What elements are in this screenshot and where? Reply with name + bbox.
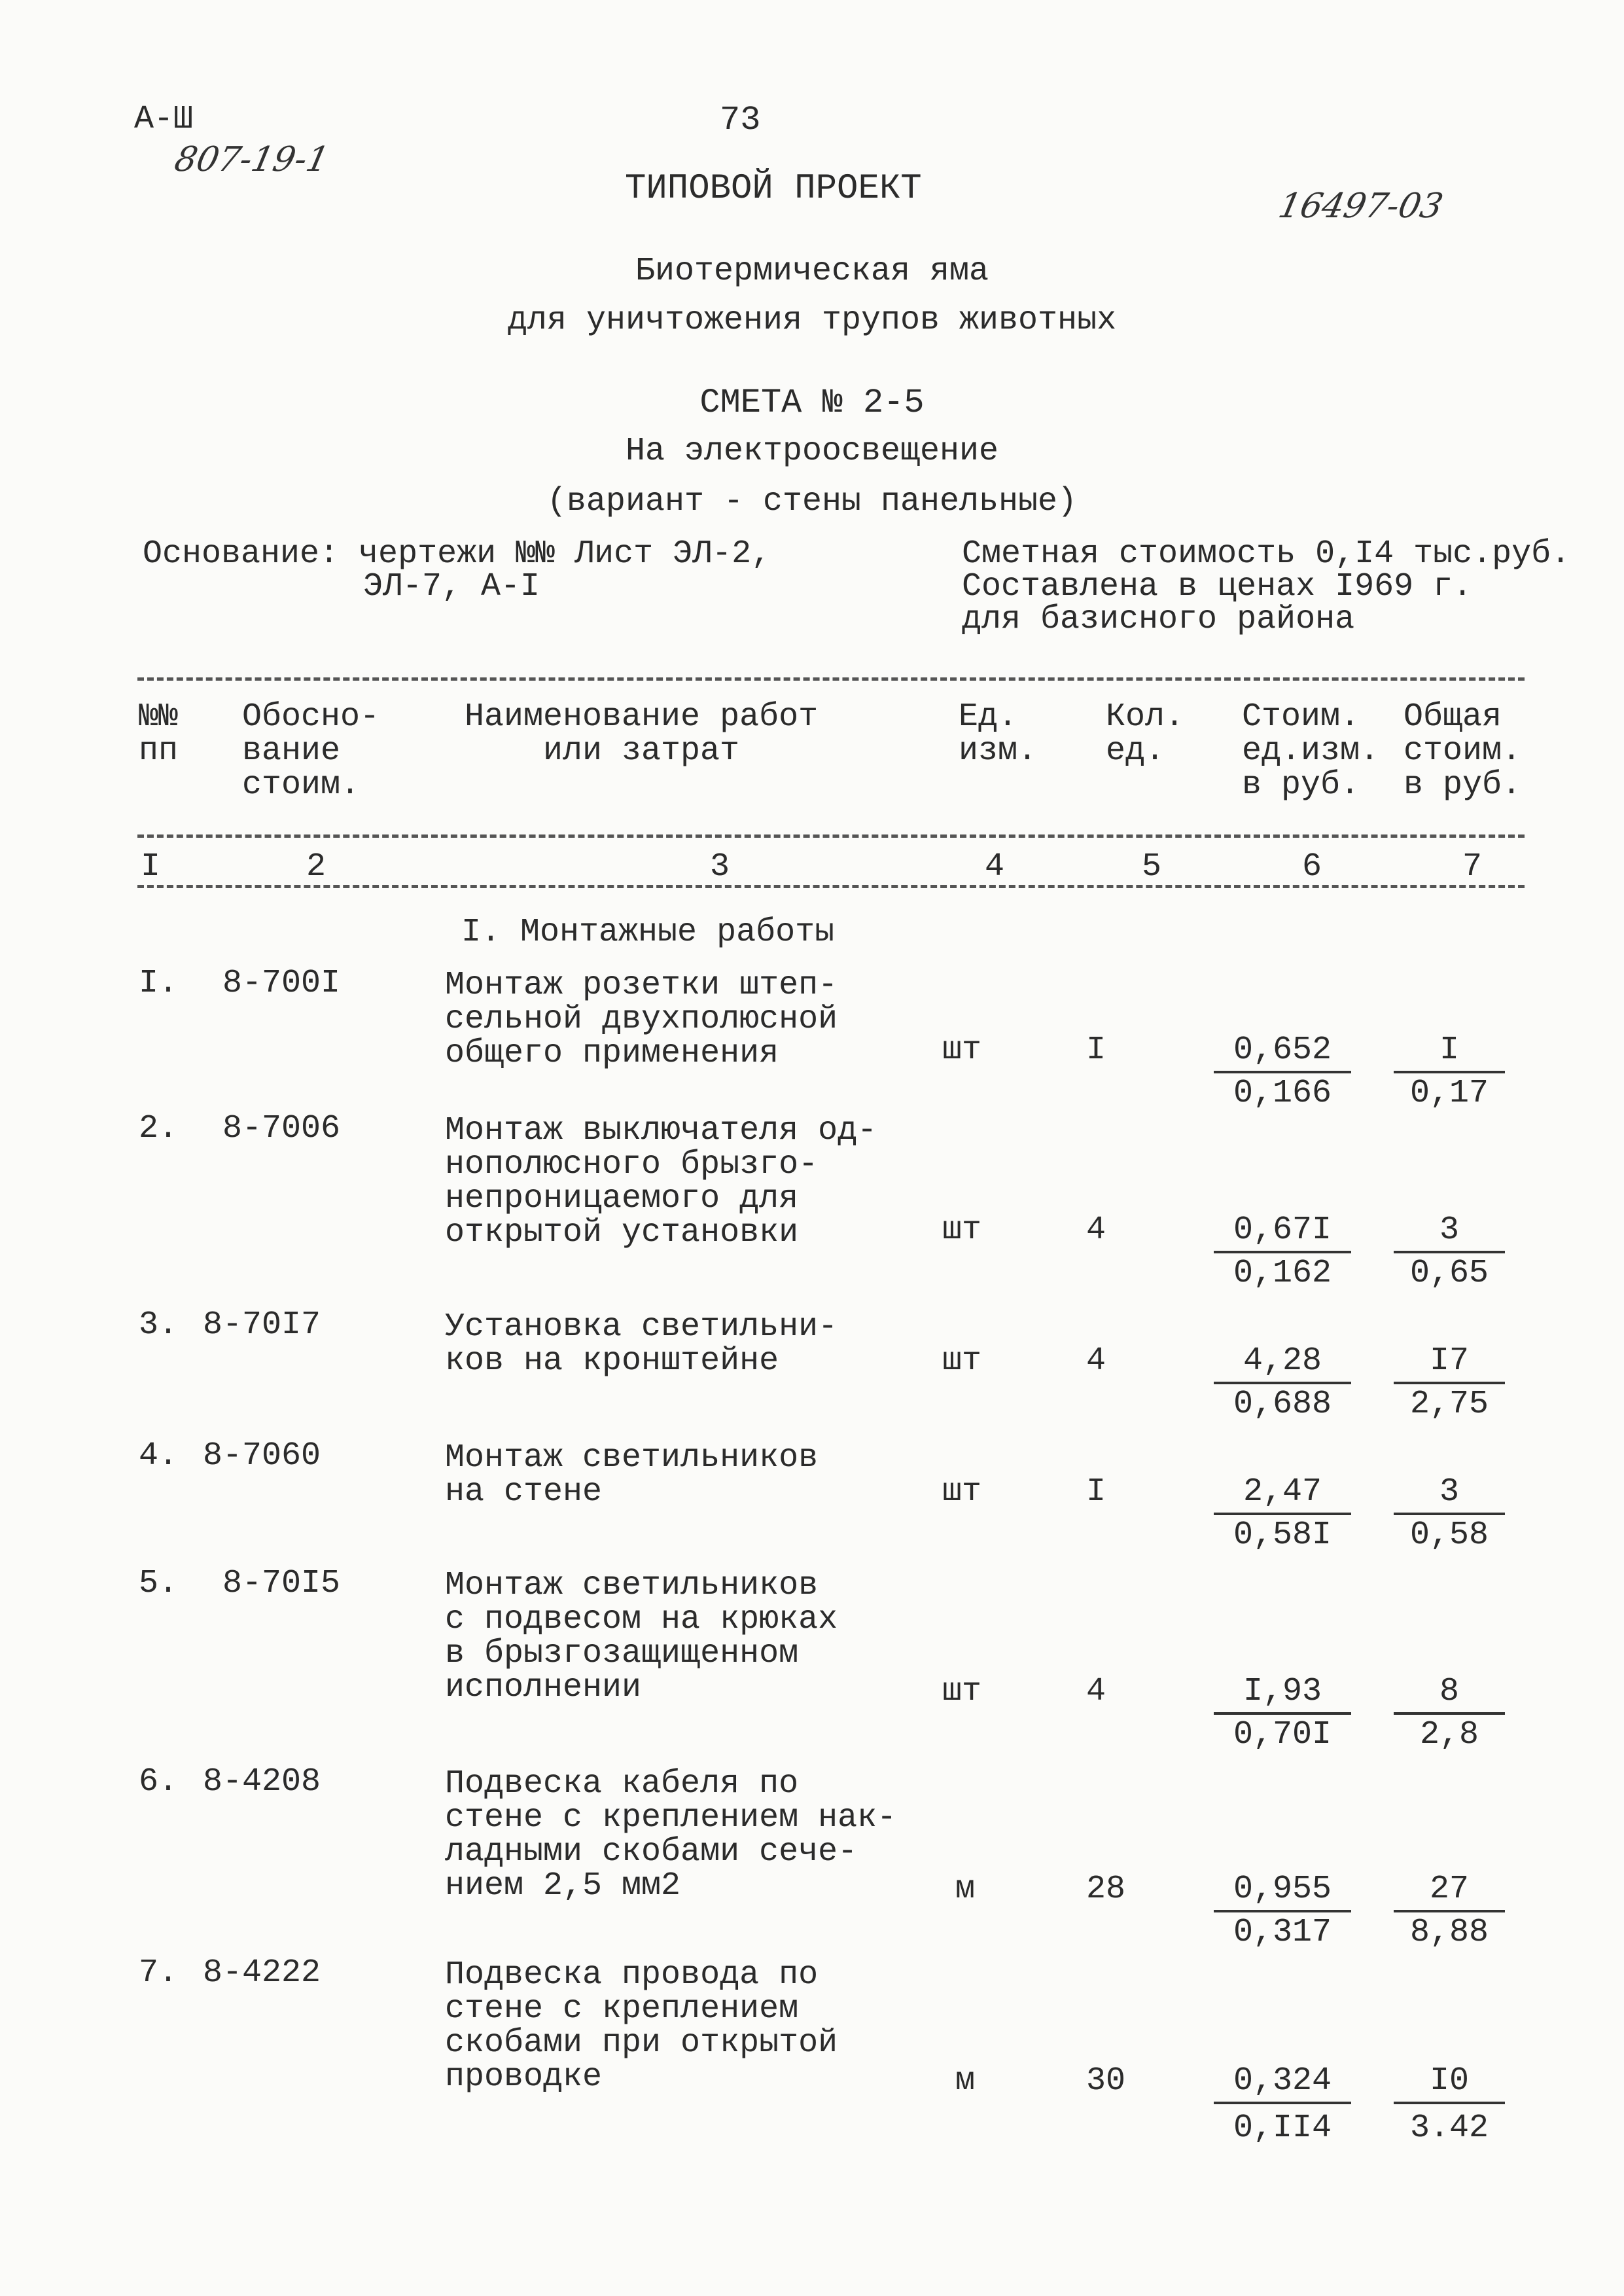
column-header-6: Стоим. ед.изм. в руб. [1242, 698, 1380, 804]
unit-wage: 0,688 [1233, 1386, 1332, 1423]
total-cost: I0 [1394, 2065, 1505, 2104]
total-wage: 8,88 [1409, 1914, 1489, 1951]
estimate-variant: (вариант - стены панельные) [546, 483, 1078, 520]
column-header-1: №№ пп [139, 698, 179, 770]
total-wage: 0,65 [1409, 1255, 1489, 1292]
header-bottom-rule [137, 834, 1525, 838]
row-code: 8-70I5 [222, 1565, 341, 1602]
unit-wage: 0,70I [1233, 1716, 1332, 1753]
unit-price: 0,652 [1214, 1034, 1351, 1073]
table-top-rule [137, 677, 1525, 681]
series-code: А-Ш [134, 101, 194, 138]
row-number: 3. [139, 1306, 179, 1344]
page-number: 73 [720, 101, 761, 139]
row-code: 8-700I [222, 965, 341, 1002]
row-code: 8-7060 [203, 1437, 321, 1475]
row-name: Монтаж розетки штеп- сельной двухполюсной общего применения [445, 967, 838, 1072]
row-quantity: 4 [1086, 1211, 1106, 1249]
column-number-7: 7 [1462, 848, 1483, 886]
column-header-2: Обосно- вание стоим. [242, 698, 380, 804]
row-unit-cost [1214, 1211, 1351, 1292]
row-total-cost [1394, 1473, 1505, 1554]
total-cost: 3 [1394, 1476, 1505, 1515]
row-total-cost [1394, 2062, 1505, 2147]
row-total-cost [1394, 1673, 1505, 1753]
project-type: ТИПОВОЙ ПРОЕКТ [625, 169, 922, 209]
row-quantity: 30 [1086, 2062, 1126, 2100]
row-unit-cost [1214, 1673, 1351, 1753]
unit-wage: 0,58I [1233, 1516, 1332, 1554]
column-number-6: 6 [1302, 848, 1322, 886]
total-cost: I [1394, 1034, 1505, 1073]
total-wage: 2,8 [1419, 1716, 1479, 1753]
row-unit: м [955, 2062, 976, 2100]
column-number-5: 5 [1142, 848, 1162, 886]
row-total-cost [1394, 1211, 1505, 1292]
row-total-cost [1394, 1873, 1505, 1949]
column-number-2: 2 [306, 848, 327, 886]
total-cost: 8 [1394, 1676, 1505, 1715]
row-number: 7. [139, 1954, 179, 1992]
unit-price: 4,28 [1214, 1345, 1351, 1384]
row-number: 5. [139, 1565, 179, 1602]
row-quantity: 4 [1086, 1342, 1106, 1380]
row-name: Подвеска кабеля по стене с креплением нак- ладными скобами сече- нием 2,5 мм2 [445, 1765, 897, 1905]
total-wage: 2,75 [1409, 1386, 1489, 1423]
unit-wage: 0,166 [1233, 1075, 1332, 1112]
row-quantity: I [1086, 1473, 1106, 1511]
column-header-3: Наименование работ или затрат [465, 698, 819, 770]
unit-price: 0,67I [1214, 1214, 1351, 1253]
total-wage: 0,58 [1409, 1516, 1489, 1554]
row-name: Установка светильни- ков на кронштейне [445, 1308, 838, 1380]
total-wage: 3.42 [1409, 2109, 1489, 2147]
row-unit: шт [942, 1031, 982, 1069]
row-quantity: I [1086, 1031, 1106, 1069]
row-quantity: 28 [1086, 1871, 1126, 1908]
price-region: для базисного района [962, 601, 1355, 638]
section-title: I. Монтажные работы [461, 914, 835, 951]
price-basis: Составлена в ценах I969 г. [962, 568, 1473, 605]
row-code: 8-70I7 [203, 1306, 321, 1344]
row-unit-cost [1214, 1031, 1351, 1112]
estimated-cost: Сметная стоимость 0,I4 тыс.руб. [962, 535, 1571, 573]
row-unit-cost [1214, 1873, 1351, 1949]
row-code: 8-7006 [222, 1110, 341, 1147]
series-handwritten-number: 807-19-1 [171, 140, 333, 179]
unit-wage: 0,II4 [1233, 2109, 1332, 2147]
row-name: Монтаж светильников с подвесом на крюках в брызгозащищенном исполнении [445, 1567, 838, 1706]
unit-price: 0,324 [1214, 2065, 1351, 2104]
column-header-5: Кол. ед. [1106, 698, 1185, 770]
unit-price: 2,47 [1214, 1476, 1351, 1515]
total-cost: 27 [1394, 1873, 1505, 1912]
row-unit: шт [942, 1211, 982, 1249]
document-title-line1: Биотермическая яма [635, 253, 989, 290]
row-number: 2. [139, 1110, 179, 1147]
row-number: 4. [139, 1437, 179, 1475]
row-code: 8-4222 [203, 1954, 321, 1992]
row-unit-cost [1214, 2062, 1351, 2147]
row-quantity: 4 [1086, 1673, 1106, 1710]
row-name: Подвеска провода по стене с креплением скобами при открытой проводке [445, 1956, 838, 2096]
row-unit: шт [942, 1342, 982, 1380]
column-number-rule [137, 885, 1525, 888]
basis-line2: ЭЛ-7, А-I [363, 568, 540, 605]
total-wage: 0,17 [1409, 1075, 1489, 1112]
row-unit-cost [1214, 1342, 1351, 1423]
column-number-4: 4 [985, 848, 1005, 886]
row-unit: шт [942, 1673, 982, 1710]
row-unit: шт [942, 1473, 982, 1511]
row-name: Монтаж выключателя од- нополюсного брызго- непроницаемого для открытой установки [445, 1112, 877, 1251]
column-header-7: Общая стоим. в руб. [1403, 698, 1522, 804]
unit-wage: 0,162 [1233, 1255, 1332, 1292]
row-total-cost [1394, 1342, 1505, 1423]
total-cost: 3 [1394, 1214, 1505, 1253]
unit-price: 0,955 [1214, 1873, 1351, 1912]
row-unit-cost [1214, 1473, 1351, 1554]
row-code: 8-4208 [203, 1763, 321, 1801]
estimate-title: СМЕТА № 2-5 [699, 384, 925, 422]
unit-price: I,93 [1214, 1676, 1351, 1715]
basis-line1: Основание: чертежи №№ Лист ЭЛ-2, [143, 535, 771, 573]
column-header-4: Ед. изм. [959, 698, 1038, 770]
row-number: I. [139, 965, 179, 1002]
row-number: 6. [139, 1763, 179, 1801]
column-number-1: I [141, 848, 161, 886]
column-number-3: 3 [710, 848, 730, 886]
total-cost: I7 [1394, 1345, 1505, 1384]
document-title-line2: для уничтожения трупов животных [507, 302, 1117, 339]
row-name: Монтаж светильников на стене [445, 1439, 819, 1511]
document-handwritten-number: 16497-03 [1275, 187, 1447, 226]
estimate-subject: На электроосвещение [625, 433, 999, 470]
row-unit: м [955, 1871, 976, 1908]
row-total-cost [1394, 1031, 1505, 1112]
unit-wage: 0,317 [1233, 1914, 1332, 1951]
